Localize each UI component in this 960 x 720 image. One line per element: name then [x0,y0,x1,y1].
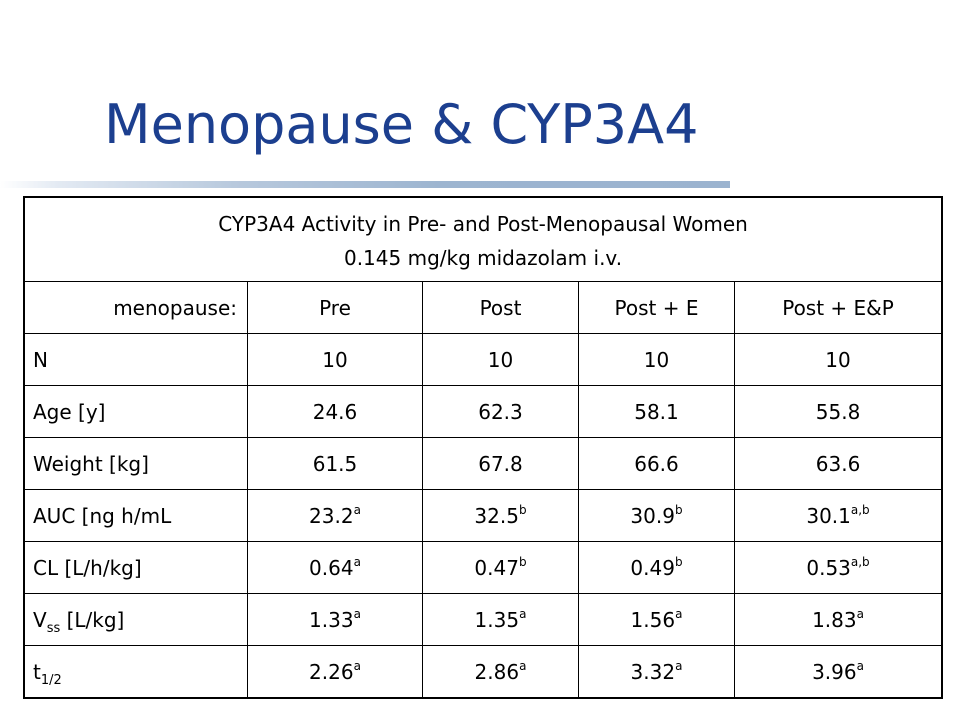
footnote-marker: a [519,658,527,673]
table-cell [248,542,423,594]
row-label: Age [y] [25,386,248,438]
table-cell [735,542,942,594]
row-label-rest: [L/kg] [60,607,125,632]
row-label-subscript: ss [46,620,61,636]
cell-value: 30.9 [630,503,675,528]
cell-value: 24.6 [312,399,358,424]
table-cell [579,542,735,594]
cell-value: 58.1 [634,399,679,424]
cell-value: 10 [487,347,514,372]
column-header-post-ep: Post + E&P [735,282,942,334]
table-row-cl [25,542,942,594]
table-cell [579,386,735,438]
table-cell [248,594,423,646]
footnote-marker: a [675,658,683,673]
table-cell [248,490,423,542]
cell-value: 55.8 [815,399,861,424]
cell-value: 61.5 [312,451,358,476]
cell-value: 0.64 [309,555,354,580]
table-cell [735,334,942,386]
cell-value: 2.26 [309,659,354,684]
table-cell [579,646,735,698]
table-cell [248,438,423,490]
cell-value: 10 [825,347,851,372]
cell-value: 3.96 [812,659,857,684]
table-row-auc [25,490,942,542]
row-label: AUC [ng h/mL [25,490,248,542]
cell-value: 1.33 [309,607,354,632]
table-cell [735,646,942,698]
table-caption [25,198,942,282]
footnote-marker: b [674,502,683,517]
cell-value: 67.8 [478,451,523,476]
table-caption-line-1: CYP3A4 Activity in Pre- and Post-Menopausal Women [218,212,748,236]
row-label-main: t [33,659,41,684]
cell-value: 1.56 [630,607,676,632]
cell-value: 23.2 [309,503,354,528]
cell-value: 2.86 [474,659,520,684]
table-caption-row [25,198,942,282]
table-cell [579,438,735,490]
cell-value: 30.1 [806,503,851,528]
cell-value: 1.35 [474,607,520,632]
footnote-marker: a [353,554,361,569]
cell-value: 10 [643,347,670,372]
cell-value: 0.49 [630,555,675,580]
footnote-marker: a [856,606,864,621]
cell-value: 0.47 [474,555,519,580]
table-row-n [25,334,942,386]
title-underline [0,181,730,188]
table-cell [735,594,942,646]
table-cell [248,334,423,386]
table-cell [423,646,579,698]
row-label [25,646,248,698]
row-label: CL [L/h/kg] [25,542,248,594]
table-cell [423,490,579,542]
header-label-menopause: menopause: [25,282,248,334]
footnote-marker: b [518,502,527,517]
table-header-row [25,282,942,334]
table-cell [423,438,579,490]
footnote-marker: a [353,658,361,673]
table-row-weight [25,438,942,490]
footnote-marker: a [353,502,361,517]
footnote-marker: a [519,606,527,621]
table-row-vss [25,594,942,646]
column-header-pre: Pre [248,282,423,334]
table-cell [735,490,942,542]
cell-value: 3.32 [630,659,676,684]
cell-value: 0.53 [806,555,851,580]
row-label-main: V [33,607,47,632]
footnote-marker: a,b [850,554,870,569]
table-cell [735,386,942,438]
cell-value: 63.6 [815,451,861,476]
table-row-half-life [25,646,942,698]
table-cell [423,334,579,386]
table-cell [423,594,579,646]
row-label: Weight [kg] [25,438,248,490]
table-row-age [25,386,942,438]
footnote-marker: a,b [850,502,870,517]
cell-value: 1.83 [812,607,857,632]
table-caption-line-2: 0.145 mg/kg midazolam i.v. [343,246,623,270]
cell-value: 66.6 [634,451,679,476]
table-cell [579,490,735,542]
cell-value: 32.5 [474,503,519,528]
footnote-marker: b [674,554,683,569]
footnote-marker: a [353,606,361,621]
cell-value: 62.3 [478,399,523,424]
footnote-marker: a [675,606,683,621]
column-header-post-e: Post + E [579,282,735,334]
cyp3a4-table [24,197,942,698]
footnote-marker: b [518,554,527,569]
cell-value: 10 [322,347,348,372]
table-cell [423,386,579,438]
table-cell [248,386,423,438]
table-cell [735,438,942,490]
table-cell [579,334,735,386]
footnote-marker: a [856,658,864,673]
row-label [25,594,248,646]
table-cell [248,646,423,698]
row-label-subscript: 1/2 [40,672,62,688]
table-cell [579,594,735,646]
row-label: N [25,334,248,386]
column-header-post: Post [423,282,579,334]
table-cell [423,542,579,594]
slide-title: Menopause & CYP3A4 [104,93,699,156]
